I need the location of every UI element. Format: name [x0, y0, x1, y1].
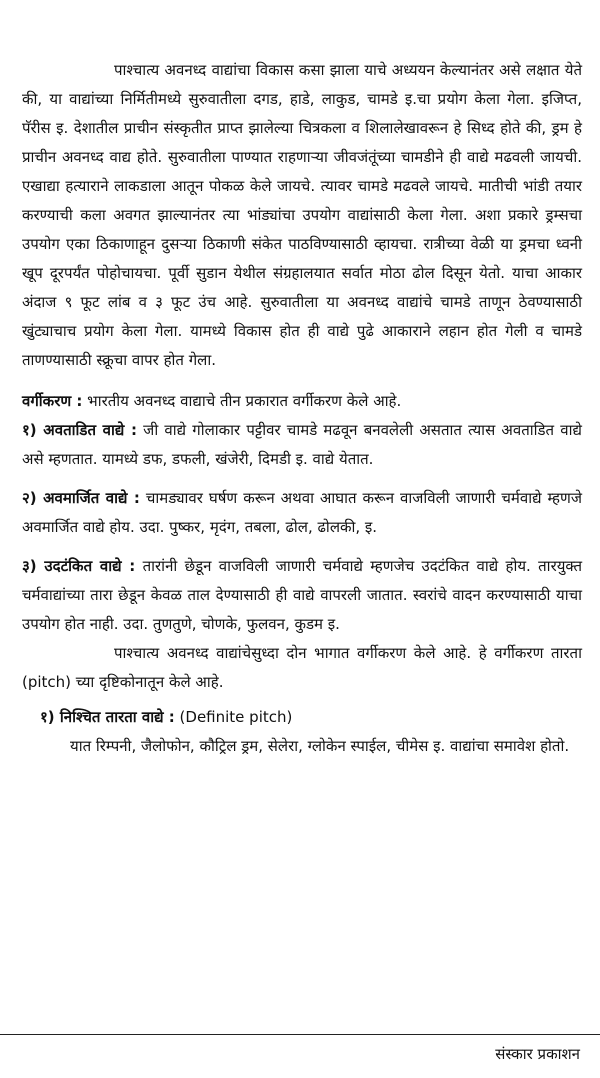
type3-text: तारांनी छेडून वाजविली जाणारी चर्मवाद्ये म्हणजेच उदटंकित वाद्ये होय. तारयुक्त चर्मवाद्यांच्या तारा छेडून केवळ ताल देण्यासाठी ही वाद्ये वापरली जातात. स्वरांचे वादन करण्यासाठी याचा उपयोग होत नाही. उदा. तुणतुणे, चोणके, फुलवन, कुडम इ.	[22, 557, 582, 633]
intro-paragraph: पाश्चात्य अवनध्द वाद्यांचा विकास कसा झाला याचे अध्ययन केल्यानंतर असे लक्षात येते की, या वाद्यांच्या निर्मितीमध्ये सुरुवातीला दगड, हाडे, लाकुड, चामडे इ.चा प्रयोग केला गेला. इजिप्त, पॅरीस इ. देशातील प्राचीन संस्कृतीत प्राप्त झालेल्या चित्रकला व शिलालेखावरून हे सिध्द होते की, ड्रम हे प्राचीन अवनध्द वाद्य होते. सुरुवातीला पाण्यात राहणाऱ्या जीवजंतूंच्या चामडीने ही वाद्ये मढवली जायची. एखाद्या हत्याराने लाकडाला आतून पोकळ केले जायचे. त्यावर चामडे मढवले जायचे. मातीची भांडी तयार करण्याची कला अवगत झाल्यानंतर त्या भांड्यांचा उपयोग वाद्यांसाठी केला गेला. अशा प्रकारे ड्रम्सचा उपयोग एका ठिकाणाहून दुसऱ्या ठिकाणी संकेत पाठविण्यासाठी व्हायचा. रात्रीच्या वेळी या ड्रमचा ध्वनी खूप दूरपर्यंत पोहोचायचा. पूर्वी सुडान येथील संग्रहालयात सर्वात मोठा ढोल दिसून येतो. याचा आकार अंदाज ९ फूट लांब व ३ फूट उंच आहे. सुरुवातीला या अवनध्द वाद्यांचे चामडे ताणून ठेवण्यासाठी खुंट्याचाच प्रयोग केला गेला. यामध्ये विकास होत ही वाद्ये पुढे आकाराने लहान होत गेली व चामडे ताणण्यासाठी स्क्रूचा वापर होत गेला.	[22, 61, 582, 369]
type3-paragraph	[22, 552, 582, 639]
type3-heading: ३) उदटंकित वाद्ये :	[22, 557, 136, 575]
sub1-pitch: (Definite pitch)	[174, 708, 293, 726]
sub1-body: यात रिम्पनी, जैलोफोन, कौट्रिल ड्रम, सेलेरा, ग्लोकेन स्पाईल, चीमेस इ. वाद्यांचा समावेश होतो.	[70, 737, 570, 755]
page-content	[22, 56, 582, 761]
footer-divider	[0, 1034, 600, 1035]
western-paragraph: पाश्चात्य अवनध्द वाद्यांचेसुध्दा दोन भागात वर्गीकरण केले आहे. हे वर्गीकरण तारता (pitch) च्या दृष्टिकोनातून केले आहे.	[22, 644, 582, 691]
type1-text: जी वाद्ये गोलाकार पट्टीवर चामडे मढवून बनवलेली असतात त्यास अवताडित वाद्ये असे म्हणतात. यामध्ये डफ, डफली, खंजेरी, दिमडी इ. वाद्ये येतात.	[22, 421, 582, 468]
classification-text: भारतीय अवनध्द वाद्याचे तीन प्रकारात वर्गीकरण केले आहे.	[82, 392, 402, 410]
sub1-heading: १) निश्चित तारता वाद्ये :	[40, 708, 175, 726]
type2-paragraph	[22, 484, 582, 542]
sub1-heading-line	[22, 703, 582, 732]
publisher-footer: संस्कार प्रकाशन	[495, 1045, 580, 1063]
type2-heading: २) अवमार्जित वाद्ये :	[22, 489, 140, 507]
type2-text: चामड्यावर घर्षण करून अथवा आघात करून वाजविली जाणारी चर्मवाद्ये म्हणजे अवमार्जित वाद्ये होय. उदा. पुष्कर, मृदंग, तबला, ढोल, ढोलकी, इ.	[22, 489, 582, 536]
type1-paragraph	[22, 416, 582, 474]
classification-heading: वर्गीकरण :	[22, 392, 83, 410]
type1-heading: १) अवताडित वाद्ये :	[22, 421, 137, 439]
classification-paragraph	[22, 387, 582, 416]
